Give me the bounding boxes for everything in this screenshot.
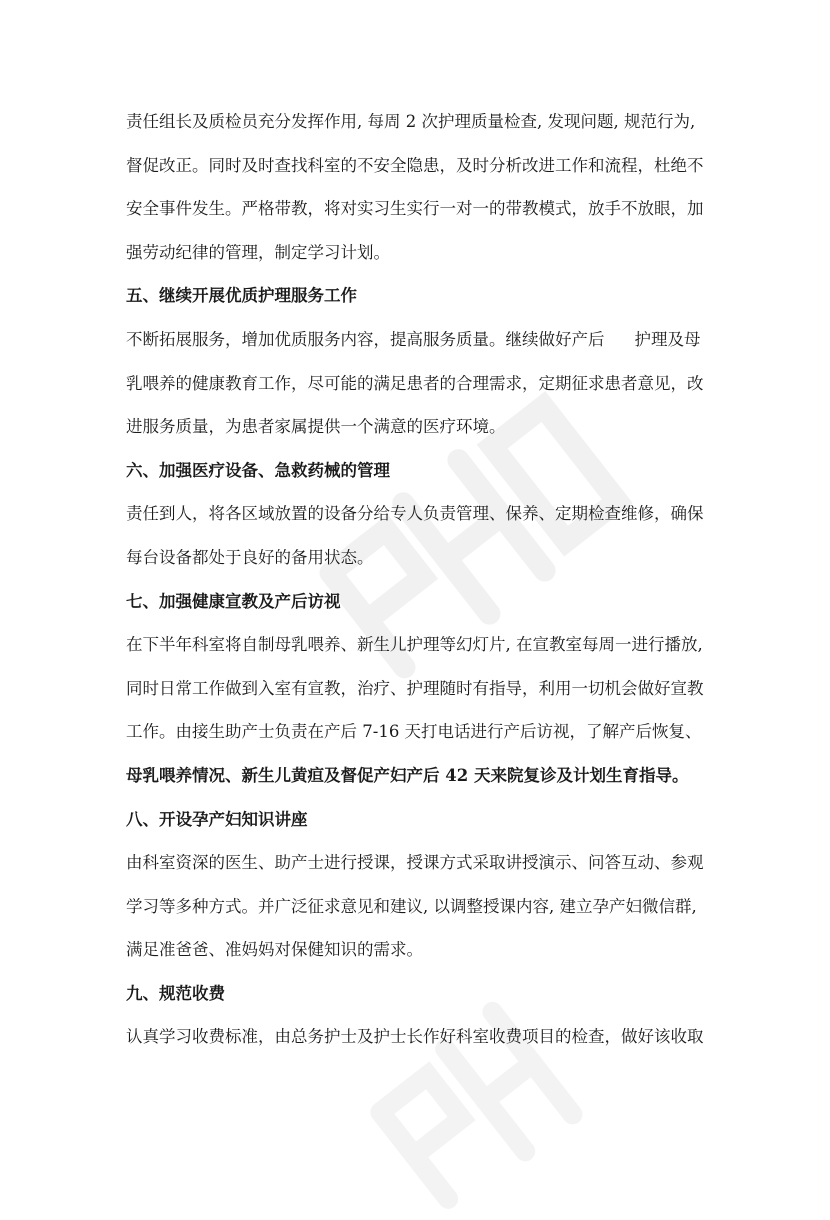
paragraph-line-bold: 母乳喂养情况、新生儿黄疸及督促产妇产后 42 天来院复诊及计划生育指导。	[126, 765, 689, 785]
paragraph-line: 由科室资深的医生、助产士进行授课，授课方式采取讲授演示、问答互动、参观	[126, 853, 704, 873]
paragraph-line: 督促改正。同时及时查找科室的不安全隐患，及时分析改进工作和流程，杜绝不	[126, 155, 704, 175]
section-heading-6: 六、加强医疗设备、急救药械的管理	[126, 460, 390, 480]
paragraph-line: 强劳动纪律的管理，制定学习计划。	[126, 242, 390, 262]
section-heading-9: 九、规范收费	[126, 983, 225, 1003]
section-heading-8: 八、开设孕产妇知识讲座	[126, 809, 308, 829]
paragraph-line: 乳喂养的健康教育工作，尽可能的满足患者的合理需求，定期征求患者意见，改	[126, 373, 704, 393]
paragraph-line: 工作。由接生助产士负责在产后 7-16 天打电话进行产后访视，了解产后恢复、	[126, 722, 702, 742]
paragraph-line: 认真学习收费标准，由总务护士及护士长作好科室收费项目的检查，做好该收取	[126, 1027, 704, 1047]
paragraph-line: 每台设备都处于良好的备用状态。	[126, 547, 374, 567]
section-heading-7: 七、加强健康宣教及产后访视	[126, 591, 341, 611]
paragraph-line: 安全事件发生。严格带教，将对实习生实行一对一的带教模式，放手不放眼，加	[126, 199, 704, 219]
paragraph-line	[126, 318, 706, 362]
paragraph-text-part: 不断拓展服务，增加优质服务内容，提高服务质量。继续做好产后	[126, 329, 605, 349]
paragraph-line: 学习等多种方式。并广泛征求意见和建议, 以调整授课内容, 建立孕产妇微信群,	[126, 896, 697, 916]
section-heading-5: 五、继续开展优质护理服务工作	[126, 286, 357, 306]
paragraph-line: 责任组长及质检员充分发挥作用, 每周 2 次护理质量检查, 发现问题, 规范行为,	[126, 112, 696, 131]
paragraph-line: 在下半年科室将自制母乳喂养、新生儿护理等幻灯片, 在宣教室每周一进行播放,	[126, 635, 703, 655]
paragraph-line: 满足准爸爸、准妈妈对保健知识的需求。	[126, 940, 423, 960]
document-page	[126, 100, 706, 1059]
paragraph-text-part: 护理及母	[634, 329, 701, 349]
paragraph-line: 同时日常工作做到入室有宣教，治疗、护理随时有指导，利用一切机会做好宣教	[126, 678, 704, 698]
paragraph-line: 进服务质量，为患者家属提供一个满意的医疗环境。	[126, 417, 506, 437]
paragraph-line: 责任到人，将各区域放置的设备分给专人负责管理、保养、定期检查维修，确保	[126, 504, 704, 524]
